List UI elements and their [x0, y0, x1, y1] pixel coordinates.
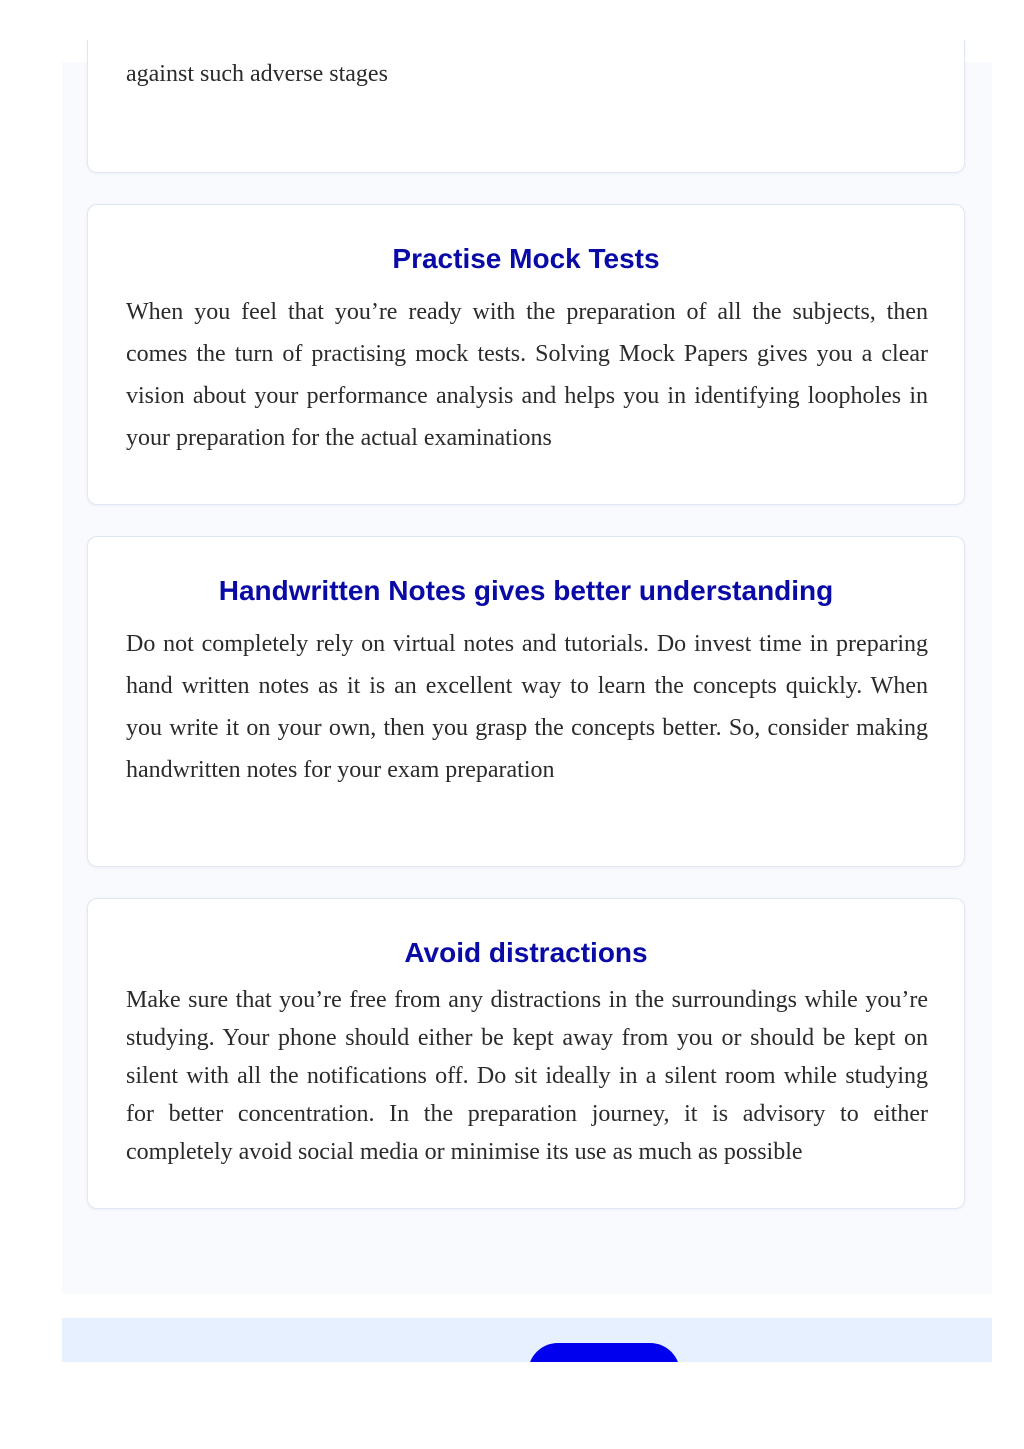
card-body: Make sure that you’re free from any distractions in the surroundings while you’re studying. Your phone should either be kept away from you or should be kept on silent with all the notifications off. Do sit ideally in a silent room while studying for better concentration. In the preparation journey, it is advisory to either completely avoid social media or minimise its use as much as possible — [126, 987, 928, 1165]
footer-action-button[interactable] — [528, 1343, 680, 1362]
footer-band — [62, 1318, 992, 1362]
card-body: Do not completely rely on virtual notes and tutorials. Do invest time in preparing hand written notes as it is an excellent way to learn the concepts quickly. When you write it on your own, then you grasp the concepts better. So, consider making handwritten notes for your exam preparation — [126, 631, 928, 783]
partial-card-text: against such adverse stages — [126, 61, 388, 87]
card-practise-mock-tests — [87, 204, 965, 505]
card-body: When you feel that you’re ready with the preparation of all the subjects, then comes the turn of practising mock tests. Solving Mock Papers gives you a clear vision about your performance analysis and helps you in identifying loopholes in your preparation for the actual examinations — [126, 299, 928, 451]
card-title: Handwritten Notes gives better understanding — [218, 575, 834, 606]
partial-card — [87, 40, 965, 173]
card-avoid-distractions — [87, 898, 965, 1209]
card-title: Practise Mock Tests — [392, 243, 660, 274]
card-title: Avoid distractions — [404, 937, 648, 968]
card-handwritten-notes — [87, 536, 965, 867]
